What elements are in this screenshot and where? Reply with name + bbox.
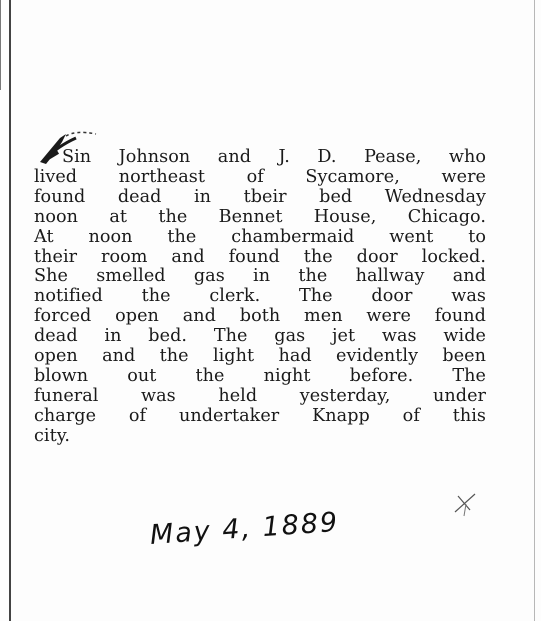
newspaper-clipping [34,148,486,447]
article-line: Sin Johnson and J. D. Pease, who [62,147,486,167]
page-edge-line [9,0,11,621]
article-line: lived northeast of Sycamore, were [34,166,486,187]
article-line: charge of undertaker Knapp of this [34,405,486,426]
article-line: blown out the night before. The [34,365,486,386]
article-line: open and the light had evidently been [34,346,486,367]
check-mark-icon [452,490,478,518]
article-line: their room and found the door locked. [34,246,486,267]
article-line: dead in bed. The gas jet was wide [34,326,486,347]
handwritten-date: May 4, 1889 [148,506,341,551]
page-edge-line-right [534,0,535,621]
article-line: notified the clerk. The door was [34,286,486,307]
article-line: funeral was held yesterday, under [34,385,486,406]
article-line: She smelled gas in the hallway and [34,266,486,287]
article-line: city. [34,425,70,446]
article-line: forced open and both men were found [34,306,486,327]
page-edge-mark [0,0,1,90]
article-line: noon at the Bennet House, Chicago. [34,206,486,227]
article-line: At noon the chambermaid went to [34,226,486,247]
article-line: found dead in tbeir bed Wednesday [34,186,486,207]
